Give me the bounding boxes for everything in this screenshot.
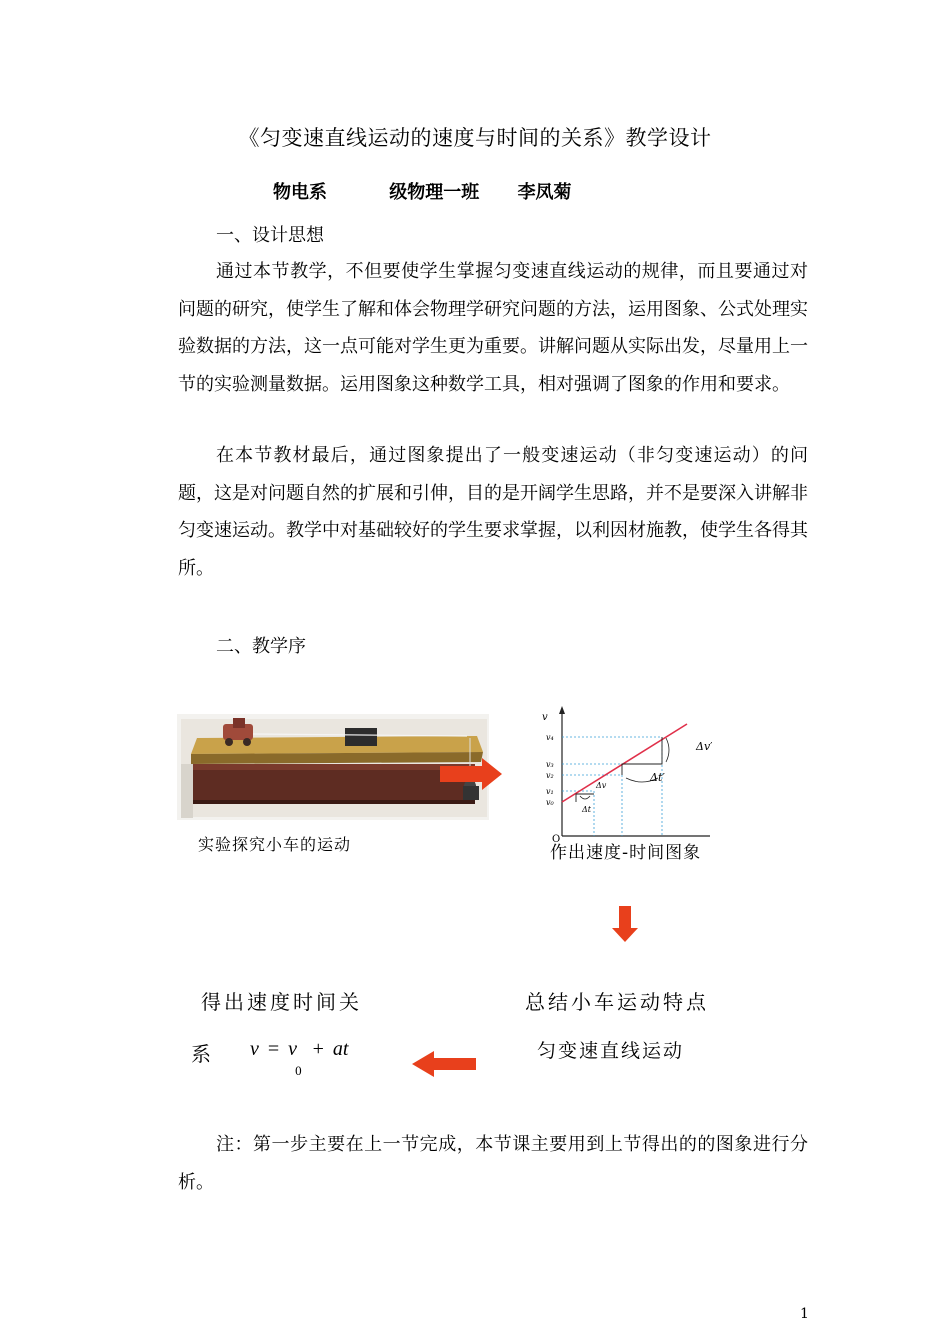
formula-subscript: 0 [295, 1063, 302, 1078]
document-title: 《匀变速直线运动的速度与时间的关系》教学设计 [238, 126, 712, 150]
formula-equals: = [267, 1038, 280, 1060]
step2-caption: 作出速度-时间图象 [550, 843, 702, 863]
arrow-down-icon [612, 906, 638, 946]
step1-caption: 实验探究小车的运动 [198, 835, 352, 854]
tick-v2: v₂ [546, 771, 554, 780]
department: 物电系 [273, 182, 327, 203]
tick-v0: v₀ [546, 798, 554, 807]
formula-at: at [332, 1038, 349, 1060]
tick-v3: v₃ [546, 760, 554, 769]
formula-plus: + [312, 1038, 324, 1060]
arrow-left-icon [412, 1051, 476, 1081]
delta-t-prime-label: Δt′ [650, 771, 665, 784]
velocity-formula [250, 1038, 349, 1078]
delta-t-label: Δt [582, 805, 591, 814]
delta-v-label: Δv [596, 781, 607, 790]
formula-v: v [288, 1038, 298, 1060]
formula-lhs: v [250, 1038, 259, 1060]
note-paragraph: 注：第一步主要在上一节完成，本节课主要用到上节得出的的图象进行分析。 [178, 1134, 808, 1193]
class-name: 级物理一班 [389, 182, 480, 203]
origin-label: O [552, 834, 561, 844]
section2-heading: 二、教学序 [216, 636, 306, 657]
section1-paragraph-1: 通过本节教学，不但要使学生掌握匀变速直线运动的规律，而且要通过对问题的研究，使学生了解和体会物理学研究问题的方法，运用图象、公式处理实验数据的方法，这一点可能对学生更为重要。讲解问题从实际出发，尽量用上一节的实验测量数据。运用图象这种数学工具，相对强调了图象的作用和要求。 [178, 261, 808, 395]
arrow-right-icon [440, 758, 504, 794]
author: 李凤菊 [517, 182, 572, 203]
delta-v-prime-label: Δv′ [696, 740, 712, 753]
step4-line1: 得出速度时间关 [201, 990, 362, 1014]
step3-line1: 总结小车运动特点 [525, 990, 709, 1014]
step3-line2: 匀变速直线运动 [537, 1040, 685, 1062]
page-number: 1 [800, 1306, 809, 1322]
section1-heading: 一、设计思想 [216, 225, 324, 246]
velocity-time-graph [532, 704, 712, 844]
tick-v4: v₄ [546, 733, 554, 742]
section1-paragraph-2: 在本节教材最后，通过图象提出了一般变速运动（非匀变速运动）的问题，这是对问题自然的扩展和引伸，目的是开阔学生思路，并不是要深入讲解非匀变速运动。教学中对基础较好的学生要求掌握，以利因材施教，使学生各得其所。 [178, 445, 808, 579]
v-axis-label: v [542, 712, 548, 723]
step4-line2: 系 [191, 1042, 211, 1066]
byline [273, 178, 572, 204]
tick-v1: v₁ [546, 787, 554, 796]
